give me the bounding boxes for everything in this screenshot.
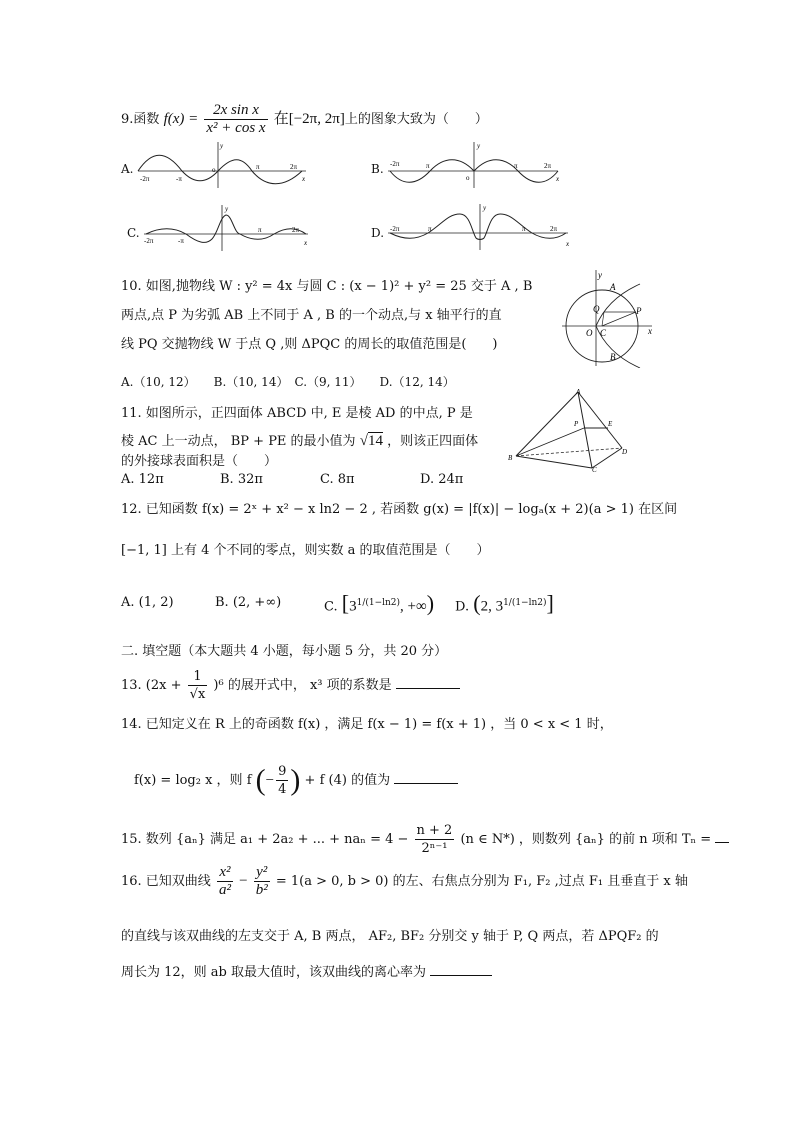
label-p: P <box>574 420 579 428</box>
tick: 2π <box>550 225 558 233</box>
tick: -2π <box>390 160 400 168</box>
tick: π <box>522 225 526 233</box>
q11-line-2b: ，则该正四面体 <box>387 434 479 449</box>
q11-option-a: A. 12π <box>121 472 164 487</box>
curve <box>138 155 302 184</box>
axis-x-label: x <box>566 240 570 248</box>
q11-sqrt: √14 <box>359 433 383 449</box>
q15-stem <box>121 822 729 857</box>
curve <box>390 214 566 240</box>
label-c: C <box>600 328 607 338</box>
q15-fraction <box>415 822 455 857</box>
tick: -π <box>176 175 182 183</box>
axis-y-label: y <box>477 142 481 150</box>
label-x: x <box>648 326 652 336</box>
q12-option-b: B. (2, +∞) <box>215 595 282 610</box>
q10-figure <box>560 268 660 368</box>
q13-fraction <box>188 668 208 703</box>
q16-line-3 <box>121 963 492 982</box>
axis-x-label: x <box>556 175 560 183</box>
q12-option-c-bracket-close: ) <box>426 590 435 616</box>
tick: 2π <box>544 162 552 170</box>
tick: -2π <box>144 237 154 245</box>
tick: π <box>256 163 260 171</box>
q15-frac-num: n + 2 <box>416 823 453 838</box>
q12-option-c-exp: 1/(1−ln2) <box>356 598 401 608</box>
axis-y-label: y <box>483 204 487 212</box>
tick: π <box>258 226 262 234</box>
q15-frac-den: 2ⁿ⁻¹ <box>421 841 448 856</box>
q9-option-c-label: C. <box>127 226 140 240</box>
q14-paren-open: ( <box>255 763 266 797</box>
tick: -π <box>178 237 184 245</box>
q9-option-d-graph <box>384 202 574 252</box>
q16-pre: 16. 已知双曲线 <box>121 874 211 889</box>
q10-options: A.（10, 12） B.（10, 14） C.（9, 11） D.（12, 14） <box>121 375 455 389</box>
label-y: y <box>598 270 602 280</box>
q12-option-d-bracket-close: ] <box>546 590 554 616</box>
q16-f2-den: b² <box>255 882 268 898</box>
q9-frac-den: x² + cos x <box>206 120 266 136</box>
q9-option-d-label: D. <box>371 226 385 240</box>
q14-fraction <box>276 763 288 798</box>
q15-answer-blank[interactable] <box>715 830 729 843</box>
q11-line-3: 的外接球表面积是（ ） <box>121 454 278 469</box>
q9-option-a-label: A. <box>121 162 134 176</box>
label-p: P <box>636 306 642 316</box>
q12-option-d <box>455 590 554 616</box>
q11-line-2a: 棱 AC 上一动点， BP + PE 的最小值为 <box>121 434 356 449</box>
q14-line-2b: + f (4) 的值为 <box>304 773 391 788</box>
q16-line-1 <box>121 864 688 899</box>
label-c: C <box>592 466 597 472</box>
tick: 2π <box>292 226 300 234</box>
q14-answer-blank[interactable] <box>394 771 458 784</box>
axis-x-label: x <box>302 175 306 183</box>
q15-post: (n ∈ N*) ，则数列 {aₙ} 的前 n 项和 Tₙ = <box>460 832 712 847</box>
tick: o <box>466 174 470 182</box>
q12-option-d-label: D. <box>455 599 470 615</box>
tick: π <box>426 162 430 170</box>
q11-option-c: C. 8π <box>320 472 355 487</box>
axis-y-label: y <box>225 205 229 213</box>
q12-option-d-exp: 1/(1−ln2) <box>503 598 547 608</box>
axis-y-label: y <box>220 142 224 150</box>
q12-option-c-label: C. <box>324 599 338 615</box>
tick: o <box>212 166 216 174</box>
q16-f1-num: x² <box>217 864 233 882</box>
tick: -2π <box>140 175 150 183</box>
section-2-header: 二. 填空题（本大题共 4 小题，每小题 5 分，共 20 分） <box>121 644 448 659</box>
q13-pre: 13. (2x + <box>121 678 182 693</box>
q14-line-2 <box>134 763 458 798</box>
q14-minus: − <box>265 772 275 789</box>
q13-answer-blank[interactable] <box>396 676 460 689</box>
q11-line-1: 11. 如图所示，正四面体 ABCD 中, E 是棱 AD 的中点, P 是 <box>121 406 473 421</box>
label-b: B <box>508 454 513 462</box>
tick: -2π <box>390 225 400 233</box>
q9-option-b-label: B. <box>371 162 384 176</box>
q10-line-2: 两点,点 P 为劣弧 AB 上不同于 A , B 的一个动点,与 x 轴平行的直 <box>121 308 502 323</box>
edge-cd <box>592 448 622 468</box>
q15-pre: 15. 数列 {aₙ} 满足 a₁ + 2a₂ + ... + naₙ = 4 − <box>121 832 409 847</box>
q13-frac-num: 1 <box>188 668 208 686</box>
q12-option-d-head: 2, 3 <box>480 598 504 615</box>
q14-paren-close: ) <box>290 763 301 797</box>
label-a: A <box>576 388 581 396</box>
edge-ab <box>516 392 578 456</box>
tick: π <box>428 225 432 233</box>
q12-option-c-tail: , +∞ <box>400 598 427 615</box>
q11-sqrt-value: 14 <box>367 433 383 449</box>
q9-number: 9. <box>121 112 134 127</box>
q14-line-2a: f(x) = log₂ x ，则 f <box>134 773 252 788</box>
q16-line-2: 的直线与该双曲线的左支交于 A, B 两点， AF₂, BF₂ 分别交 y 轴于 P, Q 两点，若 ΔPQF₂ 的 <box>121 929 659 944</box>
q16-fraction-1 <box>217 864 233 899</box>
q14-frac-num: 9 <box>278 764 287 779</box>
q12-line-2: [−1, 1] 上有 4 个不同的零点，则实数 a 的取值范围是（ ） <box>121 543 490 558</box>
label-d: D <box>622 448 628 456</box>
q12-option-a: A. (1, 2) <box>121 595 174 610</box>
q11-tetrahedron <box>508 388 632 472</box>
segment-cp <box>602 312 636 326</box>
q14-line-1: 14. 已知定义在 R 上的奇函数 f(x) ，满足 f(x − 1) = f(x + 1) ，当 0 < x < 1 时， <box>121 717 613 732</box>
q16-line-3-text: 周长为 12，则 ab 取最大值时，该双曲线的离心率为 <box>121 965 427 980</box>
curve <box>146 215 306 242</box>
q13-post: )⁶ 的展开式中， x³ 项的系数是 <box>213 678 392 693</box>
q12-option-c-base: 3 <box>349 598 357 615</box>
q9-stem <box>121 102 488 137</box>
q9-option-c-graph <box>140 203 312 253</box>
q16-answer-blank[interactable] <box>430 963 492 976</box>
q16-f1-den: a² <box>218 882 231 898</box>
q11-option-d: D. 24π <box>420 472 464 487</box>
label-a: A <box>610 282 616 292</box>
q13-frac-den: √x <box>189 687 206 702</box>
q11-option-b: B. 32π <box>220 472 263 487</box>
axis-x-label: x <box>304 239 308 247</box>
q9-suffix: 上的图象大致为（ ） <box>344 112 488 127</box>
q12-option-c <box>324 590 435 616</box>
q11-line-2 <box>121 432 478 451</box>
q13-stem <box>121 668 460 703</box>
q9-option-b-graph <box>384 140 564 190</box>
q12-line-1: 12. 已知函数 f(x) = 2ˣ + x² − x ln2 − 2 , 若函数 g(x) = |f(x)| − logₐ(x + 2)(a > 1) 在区间 <box>121 502 678 517</box>
q9-interval: 在[−2π, 2π] <box>273 111 345 127</box>
tick: π <box>514 162 518 170</box>
q16-fraction-2 <box>254 864 270 899</box>
q12-option-c-bracket-open: [ <box>341 590 350 616</box>
edge-bc <box>516 456 592 468</box>
q14-frac-den: 4 <box>278 782 287 797</box>
q10-line-1: 10. 如图,抛物线 W : y² = 4x 与圆 C : (x − 1)² + y² = 25 交于 A , B <box>121 279 533 294</box>
q9-fraction <box>204 102 267 137</box>
label-o: O <box>586 328 593 338</box>
q10-line-3: 线 PQ 交抛物线 W 于点 Q ,则 ΔPQC 的周长的取值范围是( ) <box>121 337 498 352</box>
label-b: B <box>610 352 616 362</box>
q9-func-lhs: f(x) = <box>163 111 199 127</box>
tick: 2π <box>290 163 298 171</box>
label-e: E <box>608 420 613 428</box>
q16-f2-num: y² <box>254 864 270 882</box>
q9-frac-num: 2x sin x <box>204 102 267 120</box>
q9-prefix: 函数 <box>133 112 160 127</box>
label-q: Q <box>593 304 600 314</box>
edge-ad <box>578 392 622 448</box>
q16-minus: − <box>239 873 248 889</box>
q9-option-a-graph <box>134 140 312 190</box>
q12-option-d-bracket-open: ( <box>473 590 481 616</box>
q16-post: = 1(a > 0, b > 0) 的左、右焦点分别为 F₁, F₂ ,过点 F₁ 且垂直于 x 轴 <box>275 874 688 889</box>
